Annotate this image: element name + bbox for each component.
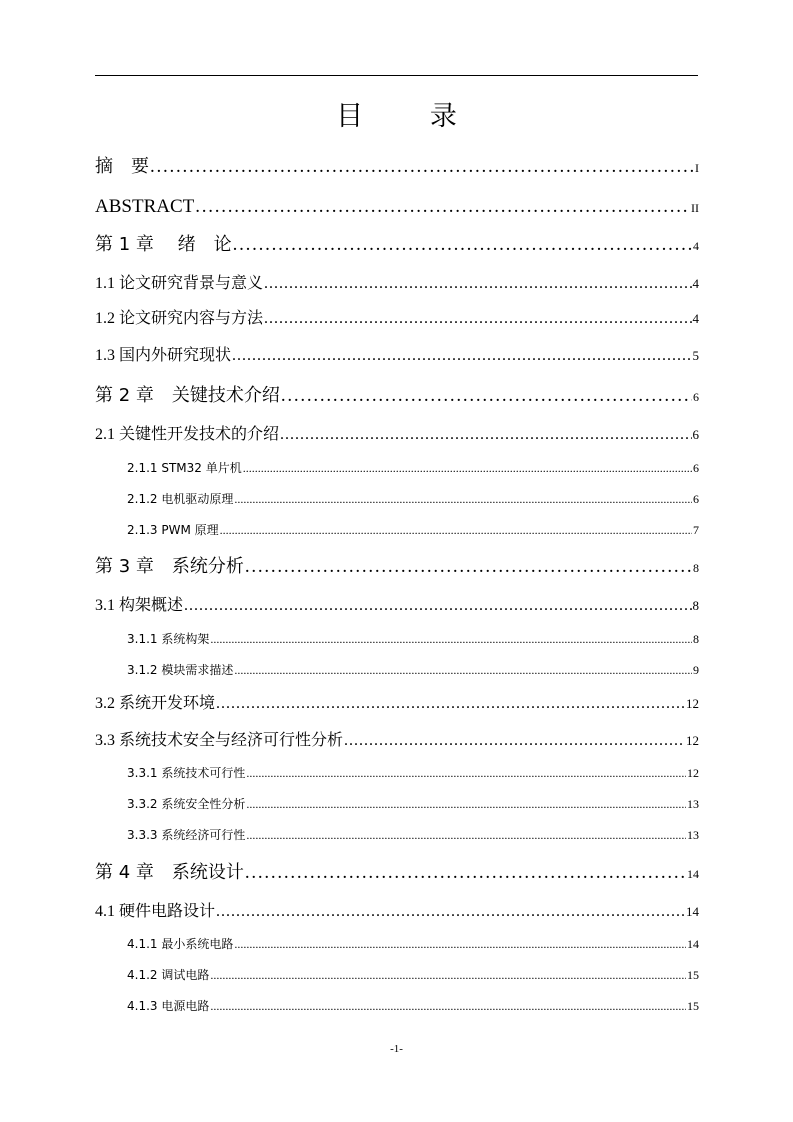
- toc-label: 3.3.2 系统安全性分析: [127, 797, 246, 811]
- toc-label: 第 4 章 系统设计: [95, 862, 244, 883]
- toc-leader: [264, 273, 691, 295]
- toc-leader: [210, 630, 692, 648]
- toc-label: 第 3 章 系统分析: [95, 556, 244, 577]
- toc-label: 1.1 论文研究背景与意义: [95, 275, 264, 292]
- toc-page: 4: [692, 311, 699, 326]
- toc-leader: [245, 860, 686, 886]
- toc-leader: [246, 826, 686, 844]
- toc-entry-chapter-2[interactable]: [95, 383, 699, 409]
- toc-entry-4-1[interactable]: [95, 901, 699, 923]
- toc-label: 3.3.3 系统经济可行性: [127, 828, 246, 842]
- toc-page: 14: [686, 904, 699, 919]
- toc-entry-2-1-2[interactable]: [127, 490, 699, 508]
- toc-leader: [246, 764, 686, 782]
- toc-page: 6: [692, 427, 699, 442]
- toc-label: 摘 要: [95, 156, 149, 177]
- toc-leader: [220, 521, 692, 539]
- toc-leader: [216, 693, 685, 715]
- toc-page: 12: [686, 696, 699, 711]
- toc-entry-3-1-1[interactable]: [127, 630, 699, 648]
- toc-label: 4.1.3 电源电路: [127, 999, 210, 1013]
- toc-label: 3.3.1 系统技术可行性: [127, 766, 246, 780]
- page-title: 目 录: [336, 101, 487, 131]
- toc-page: 9: [693, 663, 699, 677]
- toc-leader: [234, 490, 692, 508]
- toc-entry-chapter-4[interactable]: [95, 860, 699, 886]
- toc-label: 4.1.1 最小系统电路: [127, 937, 234, 951]
- toc-leader: [234, 661, 692, 679]
- toc-page: 13: [687, 828, 699, 842]
- toc-leader: [184, 595, 691, 617]
- toc-label: 2.1.1 STM32 单片机: [127, 461, 242, 475]
- toc-entry-2-1-1[interactable]: [127, 459, 699, 477]
- toc-page: 12: [686, 733, 699, 748]
- toc-leader: [246, 795, 686, 813]
- toc-leader: [210, 997, 686, 1015]
- toc-leader: [344, 730, 685, 752]
- toc-label: 3.2 系统开发环境: [95, 695, 216, 712]
- toc-page: 8: [693, 561, 699, 575]
- toc-entry-4-1-1[interactable]: [127, 935, 699, 953]
- toc-page: 15: [687, 999, 699, 1013]
- toc-label: 2.1.3 PWM 原理: [127, 523, 219, 537]
- toc-entry-3-1[interactable]: [95, 595, 699, 617]
- toc-page: 4: [693, 239, 699, 253]
- toc-leader: [281, 383, 692, 409]
- toc-entry-3-3[interactable]: [95, 730, 699, 752]
- toc-label: 第 1 章 绪 论: [95, 234, 232, 255]
- toc-entry-3-1-2[interactable]: [127, 661, 699, 679]
- toc-page: 14: [687, 937, 699, 951]
- toc-entry-2-1[interactable]: [95, 424, 699, 446]
- header-rule: [95, 75, 698, 76]
- toc-entry-abstract-en[interactable]: [95, 194, 699, 220]
- toc-label: 3.3 系统技术安全与经济可行性分析: [95, 732, 344, 749]
- toc-leader: [264, 308, 691, 330]
- toc-label: 2.1.2 电机驱动原理: [127, 492, 234, 506]
- toc-page: I: [695, 161, 699, 175]
- toc-label: 1.3 国内外研究现状: [95, 347, 232, 364]
- toc-page: 5: [692, 348, 699, 363]
- toc-page: 4: [692, 276, 699, 291]
- toc-leader: [234, 935, 686, 953]
- toc-leader: [233, 232, 692, 258]
- toc-page: 15: [687, 968, 699, 982]
- toc-label: ABSTRACT: [95, 196, 195, 217]
- toc-label: 2.1 关键性开发技术的介绍: [95, 426, 280, 443]
- toc-label: 3.1.2 模块需求描述: [127, 663, 234, 677]
- toc-leader: [232, 345, 691, 367]
- toc-page: 7: [693, 523, 699, 537]
- toc-page: 6: [693, 461, 699, 475]
- toc-leader: [210, 966, 686, 984]
- toc-label: 3.1.1 系统构架: [127, 632, 210, 646]
- toc-page: 14: [687, 867, 699, 881]
- toc-label: 3.1 构架概述: [95, 597, 184, 614]
- toc-entry-1-1[interactable]: [95, 273, 699, 295]
- toc-entry-4-1-2[interactable]: [127, 966, 699, 984]
- toc-entry-3-2[interactable]: [95, 693, 699, 715]
- toc-entry-3-3-3[interactable]: [127, 826, 699, 844]
- page-number: -1-: [390, 1043, 403, 1055]
- toc-entry-3-3-2[interactable]: [127, 795, 699, 813]
- toc-label: 第 2 章 关键技术介绍: [95, 385, 280, 406]
- toc-entry-1-3[interactable]: [95, 345, 699, 367]
- toc-entry-chapter-1[interactable]: [95, 232, 699, 258]
- toc-entry-2-1-3[interactable]: [127, 521, 699, 539]
- toc-page: 8: [692, 598, 699, 613]
- toc-entry-3-3-1[interactable]: [127, 764, 699, 782]
- toc-entry-1-2[interactable]: [95, 308, 699, 330]
- toc-page: 12: [687, 766, 699, 780]
- toc-entry-abstract-cn[interactable]: [95, 154, 699, 180]
- toc-label: 1.2 论文研究内容与方法: [95, 310, 264, 327]
- toc-leader: [216, 901, 685, 923]
- toc-label: 4.1.2 调试电路: [127, 968, 210, 982]
- toc-leader: [245, 554, 692, 580]
- toc-leader: [195, 194, 690, 220]
- toc-leader: [280, 424, 691, 446]
- toc-leader: [243, 459, 692, 477]
- toc-page: 8: [693, 632, 699, 646]
- toc-page: 6: [693, 492, 699, 506]
- toc-page: 6: [693, 390, 699, 404]
- toc-label: 4.1 硬件电路设计: [95, 903, 216, 920]
- toc-page: 13: [687, 797, 699, 811]
- toc-entry-4-1-3[interactable]: [127, 997, 699, 1015]
- toc-page: II: [691, 201, 699, 215]
- toc-entry-chapter-3[interactable]: [95, 554, 699, 580]
- toc-leader: [150, 154, 694, 180]
